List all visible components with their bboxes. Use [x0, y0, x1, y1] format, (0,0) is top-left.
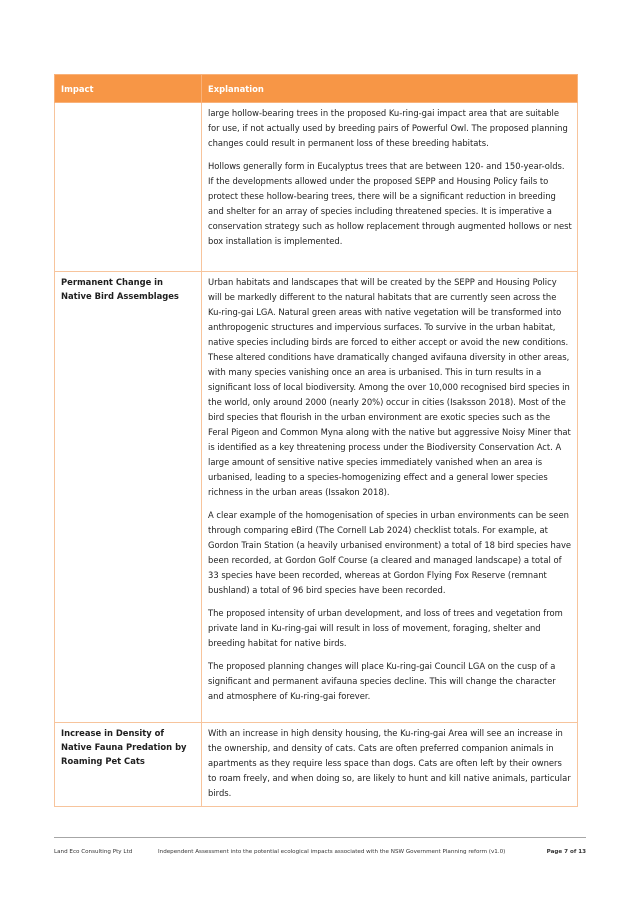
explanation-paragraph: With an increase in high density housing, the Ku-ring-gai Area will see an increase in the ownership, and density of cats. Cats are often preferred companion animals in apartments as they require less space than dogs. Cats are often left by their owners to roam freely, and when doing so, are likely to hunt and kill native animals, particular birds.: [208, 728, 571, 798]
impact-table: [54, 74, 578, 807]
footer-divider: [54, 837, 586, 838]
explanation-cell: [202, 723, 578, 807]
impact-cell: Increase in Density of Native Fauna Predation by Roaming Pet Cats: [55, 723, 202, 807]
impact-cell: [55, 103, 202, 272]
footer-company: Land Eco Consulting Pty Ltd: [54, 849, 133, 855]
footer-page-number: Page 7 of 13: [546, 849, 586, 855]
page-footer: [54, 849, 586, 861]
explanation-paragraph: large hollow-bearing trees in the proposed Ku-ring-gai impact area that are suitable for use, if not actually used by breeding pairs of Powerful Owl. The proposed planning changes could result in permanent loss of these breeding habitats.: [208, 108, 568, 148]
header-impact: Impact: [55, 75, 202, 103]
table-row: [55, 103, 578, 272]
table-row: [55, 723, 578, 807]
table-row: [55, 272, 578, 723]
explanation-paragraph: The proposed planning changes will place Ku-ring-gai Council LGA on the cusp of a significant and permanent avifauna species decline. This will change the character and atmosphere of Ku-ring-gai forever.: [208, 661, 556, 701]
table-header-row: [55, 75, 578, 103]
header-explanation: Explanation: [202, 75, 578, 103]
explanation-paragraph: The proposed intensity of urban development, and loss of trees and vegetation from private land in Ku-ring-gai will result in loss of movement, foraging, shelter and breeding habitat for native birds.: [208, 608, 563, 648]
explanation-paragraph: Urban habitats and landscapes that will be created by the SEPP and Housing Policy will be markedly different to the natural habitats that are currently seen across the Ku-ring-gai LGA. Natural green areas with native vegetation will be transformed into anthropogenic structures and impervious surfaces. To survive in the urban habitat, native species including birds are forced to either accept or avoid the new conditions. These altered conditions have dramatically changed avifauna diversity in other areas, with many species vanishing once an area is urbanised. This in turn results in a significant loss of local biodiversity. Among the over 10,000 recognised bird species in the world, only around 2000 (nearly 20%) occur in cities (Isaksson 2018). Most of the bird species that flourish in the urban environment are exotic species such as the Feral Pigeon and Common Myna along with the native but aggressive Noisy Miner that is identified as a key threatening process under the Biodiversity Conservation Act. A large amount of sensitive native species immediately vanished when an area is urbanised, leading to a species-homogenizing effect and a general lower species richness in the urban areas (Issakon 2018).: [208, 277, 571, 497]
explanation-cell: [202, 272, 578, 723]
footer-document-title: Independent Assessment into the potential ecological impacts associated with the NSW Government Planning reform (v1.0): [158, 849, 506, 855]
explanation-paragraph: Hollows generally form in Eucalyptus trees that are between 120- and 150-year-olds. If the developments allowed under the proposed SEPP and Housing Policy fails to protect these hollow-bearing trees, there will be a significant reduction in breeding and shelter for an array of species including threatened species. It is imperative a conservation strategy such as hollow replacement through augmented hollows or nest box installation is implemented.: [208, 161, 572, 246]
explanation-cell: [202, 103, 578, 272]
explanation-paragraph: A clear example of the homogenisation of species in urban environments can be seen through comparing eBird (The Cornell Lab 2024) checklist totals. For example, at Gordon Train Station (a heavily urbanised environment) a total of 18 bird species have been recorded, at Gordon Golf Course (a cleared and managed landscape) a total of 33 species have been recorded, whereas at Gordon Flying Fox Reserve (remnant bushland) a total of 96 bird species have been recorded.: [208, 510, 572, 595]
impact-cell: Permanent Change in Native Bird Assemblages: [55, 272, 202, 723]
